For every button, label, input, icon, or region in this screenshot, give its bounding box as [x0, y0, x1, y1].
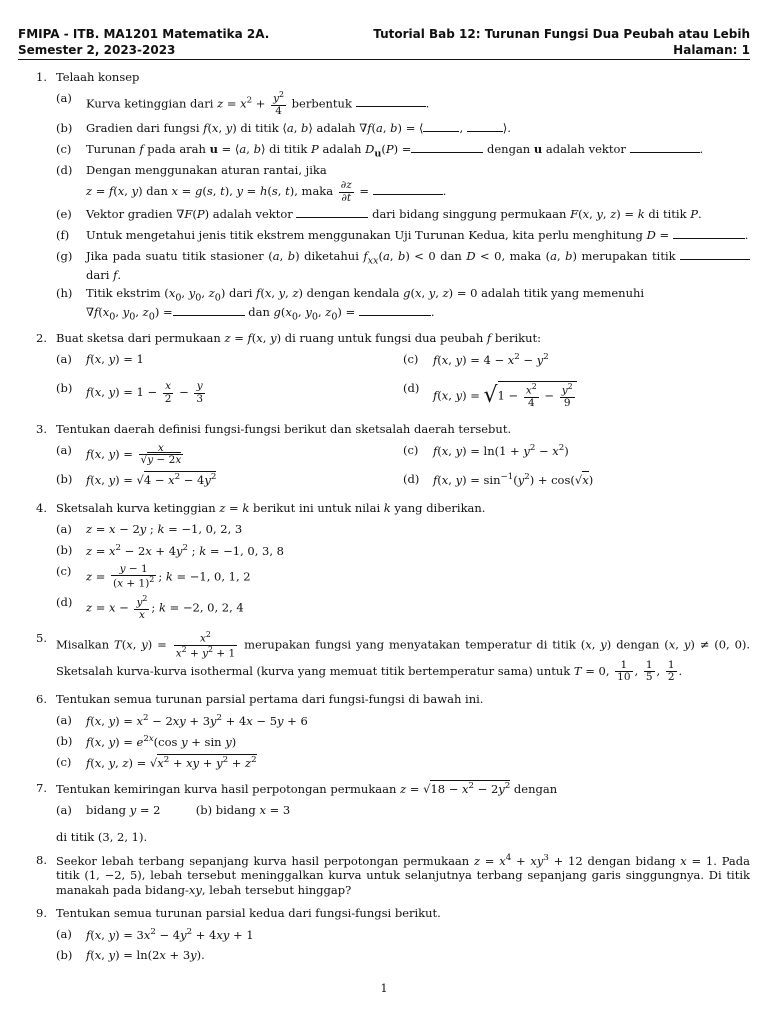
problem-4: 4. Sketsalah kurva ketinggian z = k berikut ini untuk nilai k yang diberikan. (a) z = x − 2y ; k = −1, 0, 2, 3 (b) $z = x^2 - 2x + 4y^2$ ; k = −1, 0, 3, 8 (c) z = $\frac{y - 1}{(x + 1)^2}$ ; k = −1, 0, 1, 2 (d) z = x − $\frac{y^2}{x}$ ; k = −2, 0, 2, 4 — [36, 500, 486, 621]
item-text: adalah — [322, 141, 362, 156]
answer-blank — [296, 207, 368, 218]
problem-number: 1. — [36, 70, 47, 84]
item-text: di titik — [240, 120, 279, 135]
item-text: di titik — [648, 207, 687, 222]
tutorial-title: Tutorial Bab 12: Turunan Fungsi Dua Peubah atau Lebih — [373, 27, 750, 41]
problem-text: yang diberikan. — [394, 500, 486, 515]
item-1b: (b) Gradien dari fungsi f(x, y) di titik ⟨a, b⟩ adalah ∇f(a, b) = ⟨ , ⟩. — [56, 120, 511, 135]
problem-text: Tentukan semua turunan parsial pertama dari fungsi-fungsi di bawah ini. — [56, 692, 484, 707]
item-text: pada arah — [147, 141, 206, 156]
item-text: dari — [228, 285, 253, 300]
problem-number: 2. — [36, 331, 47, 346]
fraction: $\frac{\partial z}{\partial t}$ — [340, 179, 352, 204]
item-label: (a) — [56, 442, 72, 457]
problem-number: 5. — [36, 630, 47, 645]
item-1g: (g) Jika pada suatu titik stasioner (a, b) diketahui $f_{xx}(a$, b) < 0 dan D < 0, maka (a, b) merupakan titik dari f. — [56, 249, 750, 283]
subitems: (a) f(x, y) = 1 (b) f(x, y) = 1 − $\frac{x}{2}$ − $\frac{y}{3}$ (c) f(x, $y) = 4 - x^2 - y^2$ (d) f(x, y) = √1 − $\frac{x^2}{4}$ − $\frac{y^2}{9}$ — [56, 352, 750, 414]
item-label: (c) — [56, 141, 72, 156]
item-text: maka — [301, 184, 334, 199]
item-label: (b) — [56, 733, 73, 748]
problem-text: Tentukan kemiringan kurva hasil perpotongan permukaan — [56, 781, 397, 796]
item-label: (h) — [56, 285, 73, 300]
item-text: dari bidang singgung permukaan — [372, 207, 567, 222]
item-text: di titik — [269, 141, 308, 156]
item-text: Vektor gradien — [86, 207, 173, 222]
item-text: adalah vektor — [545, 141, 626, 156]
item-label: (b) — [56, 381, 73, 396]
answer-blank — [356, 96, 426, 107]
item-text: berbentuk — [291, 96, 352, 111]
problem-number: 3. — [36, 421, 47, 436]
answer-blank — [173, 305, 245, 316]
problem-text: berikut: — [494, 331, 542, 346]
item-label: (b) — [56, 948, 73, 963]
item-text: dengan kendala — [306, 285, 400, 300]
item-text: Titik ekstrim — [86, 285, 161, 300]
answer-blank — [680, 249, 750, 260]
problem-text: Tentukan semua turunan parsial kedua dari fungsi-fungsi berikut. — [56, 906, 441, 921]
math: z — [217, 96, 224, 111]
problem-text: merupakan fungsi yang menyatakan temperatur di titik — [244, 637, 576, 652]
item-text: Gradien dari fungsi — [86, 120, 200, 135]
item-text: dengan — [487, 141, 531, 156]
answer-blank — [673, 228, 745, 239]
item-1a: (a) Kurva ketinggian dari $z = x^2$ + $\frac{y^2}{4}$ berbentuk . — [56, 89, 430, 117]
page-header — [18, 26, 750, 60]
item-label: (f) — [56, 228, 70, 243]
problem-number: 9. — [36, 906, 47, 921]
item-text: Dengan menggunakan aturan rantai, jika — [86, 163, 327, 178]
problem-5: 5. Misalkan T(x, y) = $\frac{x^2}{x^2 + y^2 + 1}$ merupakan fungsi yang menyatakan temperatur di titik (x, y) dengan (x, y) ≠ (0, 0). Sketsalah kurva-kurva isothermal (kurva yang memuat titik bertemperatur sama) untuk T = 0, $\frac{1}{10}$ , $\frac{1}{5}$ , $\frac{1}{2}$ . — [36, 629, 751, 684]
problem-text: di ruang untuk fungsi dua peubah — [284, 331, 484, 346]
item-text: dan — [248, 304, 270, 319]
problem-text: dengan — [616, 637, 660, 652]
problem-text: berikut ini untuk nilai — [252, 500, 381, 515]
problem-text: Sketsalah kurva ketinggian — [56, 500, 216, 515]
problem-6: 6. Tentukan semua turunan parsial pertama dari fungsi-fungsi di bawah ini. (a) f(x, $y) = x^2 - 2xy + 3y^2 + 4x - 5y + 6$ (b) f(x, $y) = e^{2x}(\cos$ y + sin y) (c) f(x, y, $z) = √x^2$ + xy + $y^2 + z^2$ — [36, 692, 750, 773]
item-1f: (f) Untuk mengetahui jenis titik ekstrem menggunakan Uji Turunan Kedua, kita perlu menghitung D = . — [56, 228, 749, 243]
problem-text: Misalkan — [56, 637, 110, 652]
answer-blank — [467, 121, 503, 132]
item-label: (g) — [56, 249, 73, 264]
problem-text: lebah tersebut meninggalkan kurva untuk selanjutnya terbang sepanjang garis singgungnya. Di titik manakah pada bidang- — [56, 868, 750, 898]
item-label: (b) — [56, 471, 73, 486]
fraction: $\frac{y^2}{4}$ — [273, 89, 285, 117]
problem-number: 6. — [36, 692, 47, 707]
item-label: (b) — [56, 120, 73, 135]
item-label: (c) — [403, 352, 419, 367]
item-text: bidang — [215, 802, 256, 817]
item-text: diketahui — [304, 249, 359, 264]
problem-7: 7. Tentukan kemiringan kurva hasil perpotongan permukaan $z = √18 - x^2 - 2y^2$ dengan (a) bidang y = 2 (b) bidang x = 3 di titik (3, 2, 1). — [36, 780, 558, 844]
item-label: (c) — [403, 442, 419, 457]
problem-text: dengan bidang — [587, 853, 676, 868]
item-1h: (h) Titik ekstrim ($x_0$, $y_0$, $z_0$) dari f(x, y, z) dengan kendala g(x, y, z) = 0 adalah titik yang memenuhi $\nabla f(x_0$, $y_0$, $z_0$) = dan $g(x_0$, $y_0$, $z_0$) = . — [56, 285, 645, 322]
item-text: dari — [86, 268, 110, 283]
problem-number: 7. — [36, 780, 47, 795]
problem-2: 2. Buat sketsa dari permukaan z = f(x, y) di ruang untuk fungsi dua peubah f berikut: (a) f(x, y) = 1 (b) f(x, y) = 1 − $\frac{x}{2}$ − $\frac{y}{3}$ (c) f(x, $y) = 4 - x^2 - y^2$ (d) f(x, y) = √1 − $\frac{x^2}{4}$ − $\frac{y^2}{9}$ — [36, 331, 750, 414]
item-text: dan — [146, 184, 168, 199]
problem-title: Telaah konsep — [56, 70, 140, 84]
item-text: Kurva ketinggian dari — [86, 96, 214, 111]
problem-text: dengan — [513, 781, 558, 796]
item-text: dan — [440, 249, 462, 264]
item-label: (a) — [56, 802, 72, 817]
problem-1 — [36, 70, 750, 323]
item-text: merupakan titik — [581, 249, 676, 264]
item-label: (b) — [56, 542, 73, 557]
item-text: bidang — [86, 802, 127, 817]
item-label: (c) — [56, 754, 72, 769]
item-1d: (d) Dengan menggunakan aturan rantai, jika z = f(x, y) dan x = g(s, t), y = h(s, t), maka $\frac{\partial z}{\partial t}$ = . — [56, 163, 750, 204]
problem-9: 9. Tentukan semua turunan parsial kedua dari fungsi-fungsi berikut. (a) f(x, $y) = 3x^2 - 4y^2 + 4xy + 1$ (b) f(x, y) = ln(2x + 3y). — [36, 906, 750, 966]
item-text: adalah vektor — [212, 207, 293, 222]
page-number: 1 — [380, 982, 388, 995]
answer-blank — [373, 184, 443, 195]
item-label: (d) — [403, 471, 420, 486]
item-label: (b) — [195, 802, 213, 817]
course-title: FMIPA - ITB. MA1201 Matematika 2A. — [18, 27, 270, 41]
semester-label: Semester 2, 2023-2023 — [18, 43, 176, 57]
problem-text: Tentukan daerah definisi fungsi-fungsi berikut dan sketsalah daerah tersebut. — [56, 421, 512, 436]
answer-blank — [630, 142, 700, 153]
item-label: (a) — [56, 352, 72, 367]
problem-8: 8. Seekor lebah terbang sepanjang kurva hasil perpotongan permukaan $z = x^4 + xy^3 + 12$ dengan bidang x = 1. Pada titik (1, −2, 5), lebah tersebut meninggalkan kurva untuk selanjutnya terbang sepanjang garis singgungnya. Di titik manakah pada bidang-xy, lebah tersebut hinggap? — [36, 852, 750, 898]
item-label: (a) — [56, 521, 72, 536]
problem-number: 8. — [36, 852, 47, 867]
item-label: (e) — [56, 207, 72, 222]
answer-blank — [423, 121, 459, 132]
item-label: (a) — [56, 927, 72, 942]
item-1c: (c) Turunan f pada arah u = ⟨a, b⟩ di titik P adalah $D_u(P)$ = dengan u adalah vektor . — [56, 141, 704, 159]
item-label: (d) — [56, 163, 73, 178]
answer-blank — [411, 142, 483, 153]
item-label: (c) — [56, 563, 72, 578]
problem-3: 3. Tentukan daerah definisi fungsi-fungsi berikut dan sketsalah daerah tersebut. (a) f(x, y) = $\frac{x}{√y - 2x}$ (b) f(x, $y) = √4 - x^2 - 4y^2$ (c) f(x, $y) = \ln(1 + y^2 - x^2)$ (d) f(x, $y) = \sin^{-1}(y^2) + \cos(√x)$ — [36, 422, 750, 493]
item-text: maka — [509, 249, 542, 264]
item-text: Jika pada suatu titik stasioner — [86, 249, 264, 264]
item-1e: (e) Vektor gradien ∇F(P) adalah vektor dari bidang singgung permukaan F(x, y, z) = k di titik P. — [56, 207, 702, 222]
problem-number: 4. — [36, 500, 47, 515]
item-label: (a) — [56, 712, 72, 727]
item-text: adalah titik yang memenuhi — [481, 285, 645, 300]
problem-text: Buat sketsa dari permukaan — [56, 331, 221, 346]
problem-text: Sketsalah kurva-kurva isothermal (kurva yang memuat titik bertemperatur sama) untuk — [56, 663, 571, 678]
item-label: (d) — [403, 381, 420, 396]
item-text: Turunan — [86, 141, 136, 156]
item-text: adalah — [316, 120, 356, 135]
item-label: (a) — [56, 90, 72, 105]
problem-text: lebah tersebut hinggap? — [209, 883, 352, 898]
problem-text: Pada titik — [56, 853, 750, 883]
page-label: Halaman: 1 — [673, 43, 750, 57]
answer-blank — [359, 305, 431, 316]
problem-text: di titik — [56, 829, 95, 844]
item-label: (d) — [56, 594, 73, 609]
problem-text: Seekor lebah terbang sepanjang kurva hasil perpotongan permukaan — [56, 853, 470, 868]
problem-list — [36, 70, 750, 974]
item-text: Untuk mengetahui jenis titik ekstrem menggunakan Uji Turunan Kedua, kita perlu menghitung — [86, 228, 643, 243]
